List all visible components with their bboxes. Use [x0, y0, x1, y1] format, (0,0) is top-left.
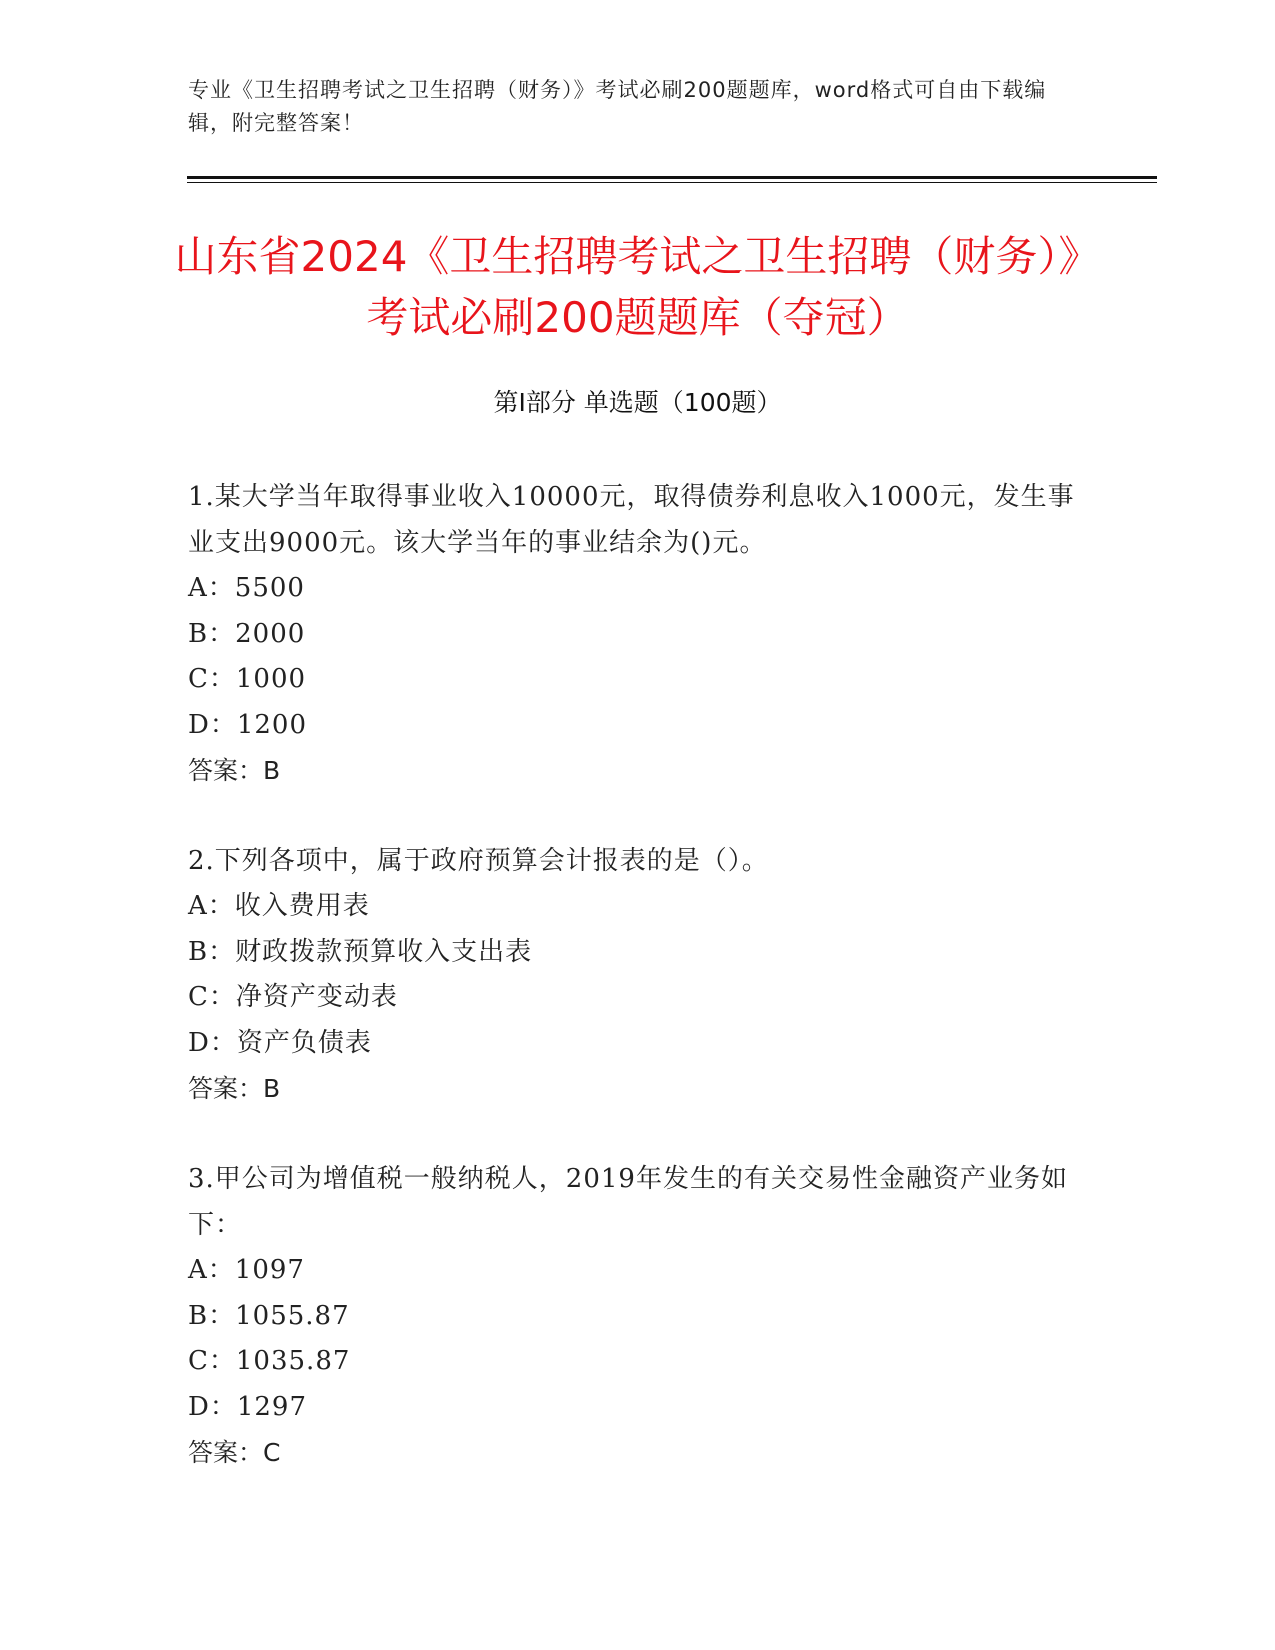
- option-c: C：1000: [188, 664, 307, 694]
- question-1: [188, 474, 1088, 794]
- option-b: B：财政拨款预算收入支出表: [188, 936, 533, 967]
- option-a: A：5500: [188, 573, 305, 603]
- header-divider-thin: [187, 182, 1157, 183]
- header-divider-thick: [187, 176, 1157, 179]
- header-note: 专业《卫生招聘考试之卫生招聘（财务）》考试必刷200题题库，word格式可自由下载编辑，附完整答案！: [188, 78, 1047, 135]
- option-a: A：1097: [188, 1255, 305, 1285]
- option-b: B：1055.87: [188, 1300, 350, 1331]
- option-c: C：净资产变动表: [188, 982, 398, 1012]
- document-title: 山东省2024《卫生招聘考试之卫生招聘（财务）》考试必刷200题题库（夺冠）: [174, 232, 1101, 342]
- question-stem: 2.下列各项中，属于政府预算会计报表的是（）。: [188, 846, 769, 876]
- question-3: [188, 1156, 1088, 1476]
- question-2: [188, 838, 1088, 1112]
- option-d: D：资产负债表: [188, 1027, 372, 1058]
- answer: 答案：B: [188, 1074, 281, 1103]
- answer: 答案：B: [188, 756, 281, 785]
- section-title: 第I部分 单选题（100题）: [493, 388, 782, 417]
- option-b: B：2000: [188, 618, 306, 649]
- answer: 答案：C: [188, 1438, 281, 1467]
- question-stem: 1.某大学当年取得事业收入10000元，取得债券利息收入1000元，发生事业支出9000元。该大学当年的事业结余为()元。: [188, 482, 1075, 558]
- option-a: A：收入费用表: [188, 891, 370, 921]
- question-stem: 3.甲公司为增值税一般纳税人，2019年发生的有关交易性金融资产业务如下：: [188, 1164, 1068, 1240]
- option-c: C：1035.87: [188, 1346, 351, 1376]
- option-d: D：1297: [188, 1391, 308, 1422]
- option-d: D：1200: [188, 709, 308, 740]
